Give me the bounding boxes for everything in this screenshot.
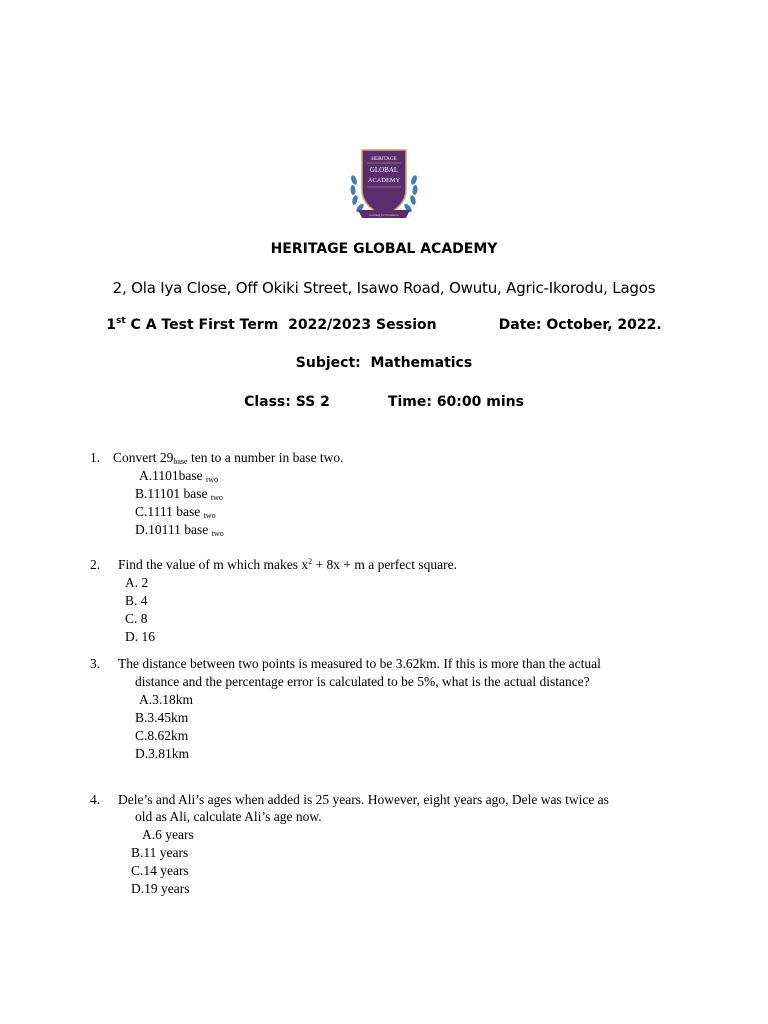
subject-line: Subject: Mathematics xyxy=(295,355,473,371)
question-2-stem-text: Find the value of m which makes x xyxy=(118,557,309,572)
question-2-stem-text-end: + 8x + m a perfect square. xyxy=(312,557,458,572)
question-3-option-a: A.3.18km xyxy=(139,692,193,707)
school-address: 2, Ola Iya Close, Off Okiki Street, Isawo Road, Owutu, Agric-Ikorodu, Lagos xyxy=(112,279,656,297)
question-4-option-a: A.6 years xyxy=(142,827,194,842)
question-4-option-d: D.19 years xyxy=(131,881,190,896)
time-label: Time: 60:00 mins xyxy=(387,394,524,410)
question-2-option-a: A. 2 xyxy=(125,575,149,590)
question-1-option-b: B.11101 base $_{two}$ xyxy=(135,486,223,502)
test-date: Date: October, 2022. xyxy=(498,317,662,333)
question-3-option-c: C.8.62km xyxy=(135,728,189,743)
question-4-option-c: C.14 years xyxy=(131,863,189,878)
svg-text:GLOBAL: GLOBAL xyxy=(369,166,399,174)
class-time-line xyxy=(0,394,768,410)
class-label: Class: SS 2 xyxy=(244,394,330,410)
question-3-option-d: D.3.81km xyxy=(135,746,189,761)
school-name: HERITAGE GLOBAL ACADEMY xyxy=(270,241,498,257)
question-2-option-b: B. 4 xyxy=(125,593,148,608)
question-3-stem-line-1: The distance between two points is measured to be 3.62km. If this is more than the actual xyxy=(118,656,601,671)
question-4-stem-line-2: old as Ali, calculate Ali’s age now. xyxy=(135,809,322,824)
question-3-number: 3. xyxy=(90,656,101,671)
test-ordinal: 1 xyxy=(106,317,117,333)
question-1-option-c: C.1111 base $_{two}$ xyxy=(135,504,216,520)
test-title: C A Test First Term 2022/2023 Session xyxy=(125,317,437,333)
test-info-line xyxy=(0,317,768,333)
question-4-option-b: B.11 years xyxy=(131,845,189,860)
question-1-stem-subscript: base xyxy=(173,457,188,466)
question-1-number: 1. xyxy=(90,450,101,465)
question-4-stem-line-1: Dele’s and Ali’s ages when added is 25 years. However, eight years ago, Dele was twice as xyxy=(118,792,609,807)
question-3-option-b: B.3.45km xyxy=(135,710,189,725)
svg-text:Learning for Excellence: Learning for Excellence xyxy=(369,213,399,217)
question-2-option-c: C. 8 xyxy=(125,611,148,626)
svg-text:ACADEMY: ACADEMY xyxy=(367,177,401,184)
question-2-stem-superscript: 2 xyxy=(308,557,313,566)
question-3-stem-line-2: distance and the percentage error is calculated to be 5%, what is the actual distance? xyxy=(135,674,590,689)
question-2-number: 2. xyxy=(90,557,101,572)
question-2-option-d: D. 16 xyxy=(125,629,155,644)
school-crest-logo xyxy=(348,146,420,224)
test-ordinal-suffix: st xyxy=(116,316,126,326)
question-4-number: 4. xyxy=(90,792,101,807)
question-1-option-d: D.10111 base $_{two}$ xyxy=(135,522,224,538)
question-1-stem-text: Convert 29 xyxy=(113,450,174,465)
question-1-stem-text-end: ten to a number in base two. xyxy=(187,450,344,465)
svg-text:HERITAGE: HERITAGE xyxy=(371,156,397,162)
question-2-stem xyxy=(118,556,457,574)
question-1-option-a: A.1101base $_{two}$ xyxy=(139,468,218,484)
question-1-stem xyxy=(113,449,344,467)
